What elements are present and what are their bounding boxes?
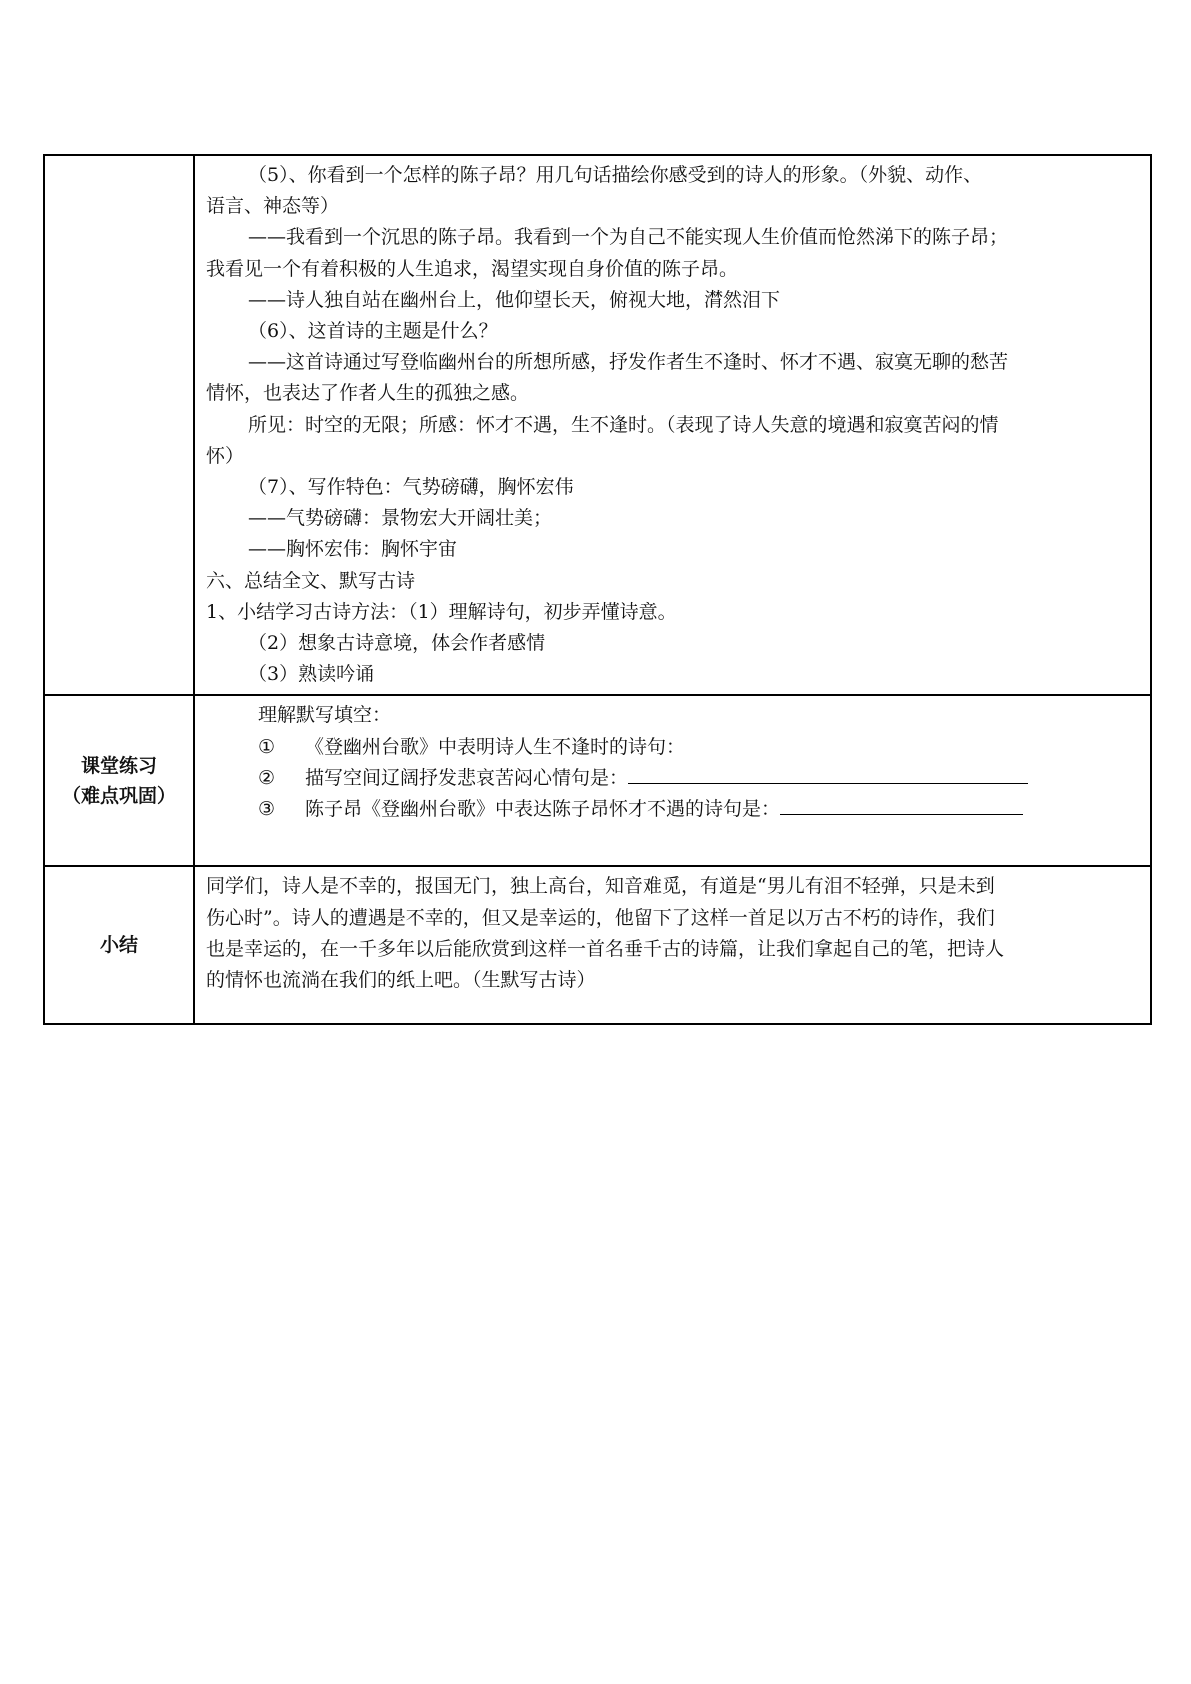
summary-line: 也是幸运的，在一千多年以后能欣赏到这样一首名垂千古的诗篇，让我们拿起自己的笔，把诗人 xyxy=(206,937,1005,960)
teaching-process-label-cell xyxy=(44,155,194,695)
practice-item-text: 《登幽州台歌》中表明诗人生不逢时的诗句： xyxy=(305,735,686,758)
practice-item-number: ① xyxy=(258,735,276,758)
process-line: ——气势磅礴：景物宏大开阔壮美； xyxy=(248,507,553,530)
summary-line: 的情怀也流淌在我们的纸上吧。（生默写古诗） xyxy=(206,969,596,992)
process-line: 所见：时空的无限；所感：怀才不遇，生不逢时。（表现了诗人失意的境遇和寂寞苦闷的情 xyxy=(248,413,999,436)
process-line: 情怀，也表达了作者人生的孤独之感。 xyxy=(206,382,530,405)
answer-blank[interactable] xyxy=(780,794,1023,815)
practice-intro: 理解默写填空： xyxy=(258,704,392,727)
practice-item-number: ③ xyxy=(258,798,276,821)
process-line: 语言、神态等） xyxy=(206,195,340,218)
practice-item-text: 陈子昂《登幽州台歌》中表达陈子昂怀才不遇的诗句是： xyxy=(305,798,781,821)
process-paragraphs xyxy=(206,160,1138,690)
process-line: ——诗人独自站在幽州台上，他仰望长天，俯视大地，潸然泪下 xyxy=(248,288,781,311)
summary-label-cell xyxy=(44,866,194,1024)
summary-row xyxy=(44,866,1151,1024)
practice-item-number: ② xyxy=(258,766,276,789)
lesson-plan-table xyxy=(43,154,1152,1025)
summary-line: 伤心时”。诗人的遭遇是不幸的，但又是幸运的，他留下了这样一首足以万古不朽的诗作，我们 xyxy=(206,906,995,929)
process-line: （6）、这首诗的主题是什么？ xyxy=(248,320,498,343)
practice-label: 课堂练习 xyxy=(80,754,157,777)
practice-item xyxy=(206,794,1138,825)
practice-label-cell xyxy=(44,695,194,866)
summary-paragraph xyxy=(206,871,1138,996)
process-line: 怀） xyxy=(206,444,245,467)
teaching-process-row xyxy=(44,155,1151,695)
practice-item xyxy=(206,732,1138,763)
process-line: ——我看到一个沉思的陈子昂。我看到一个为自己不能实现人生价值而怆然涕下的陈子昂； xyxy=(248,226,1009,249)
practice-item xyxy=(206,763,1138,794)
summary-line: 同学们，诗人是不幸的，报国无门，独上高台，知音难觅，有道是“男儿有泪不轻弹，只是未到 xyxy=(206,875,995,898)
practice-item-text: 描写空间辽阔抒发悲哀苦闷心情句是： xyxy=(305,766,629,789)
process-line: 1、小结学习古诗方法：（1）理解诗句，初步弄懂诗意。 xyxy=(206,600,677,623)
process-line: （7）、写作特色：气势磅礴，胸怀宏伟 xyxy=(248,476,574,499)
practice-row xyxy=(44,695,1151,866)
practice-items xyxy=(206,732,1138,826)
teaching-process-content xyxy=(194,155,1151,695)
practice-sublabel: （难点巩固） xyxy=(61,784,176,807)
summary-content xyxy=(194,866,1151,1024)
process-line: ——这首诗通过写登临幽州台的所想所感，抒发作者生不逢时、怀才不遇、寂寞无聊的愁苦 xyxy=(248,351,1009,374)
process-line: （2）想象古诗意境，体会作者感情 xyxy=(248,632,546,655)
practice-content xyxy=(194,695,1151,866)
process-line: 我看见一个有着积极的人生追求，渴望实现自身价值的陈子昂。 xyxy=(206,257,739,280)
process-line: 六、总结全文、默写古诗 xyxy=(206,569,416,592)
process-line: ——胸怀宏伟：胸怀宇宙 xyxy=(248,538,458,561)
process-line: （5）、你看到一个怎样的陈子昂？用几句话描绘你感受到的诗人的形象。（外貌、动作、 xyxy=(248,164,983,186)
summary-label: 小结 xyxy=(99,934,138,957)
process-line: （3）熟读吟诵 xyxy=(248,663,375,686)
answer-blank[interactable] xyxy=(628,763,1028,784)
